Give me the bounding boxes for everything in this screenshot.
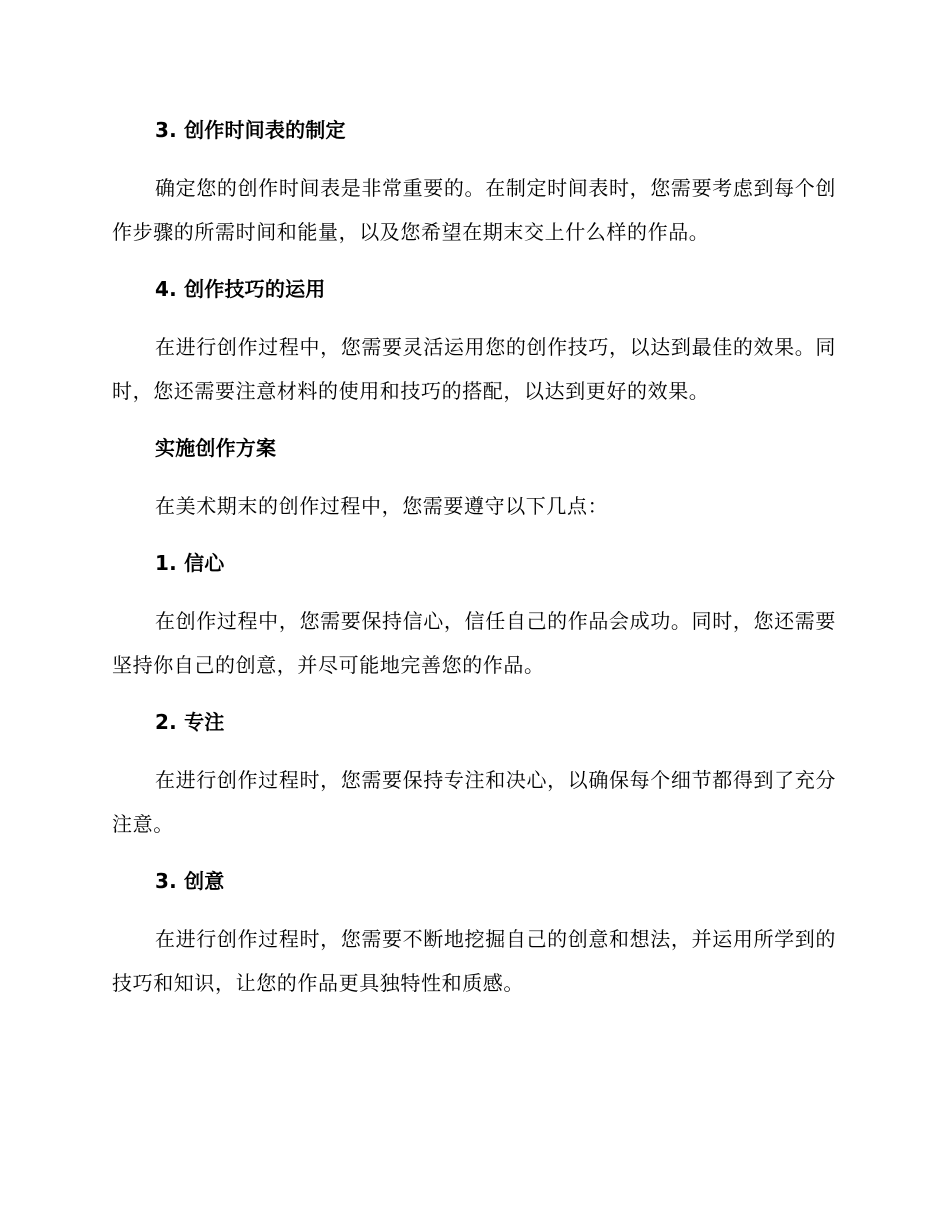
paragraph-creativity: 在进行创作过程时，您需要不断地挖掘自己的创意和想法，并运用所学到的技巧和知识，让您的作品更具独特性和质感。	[112, 927, 836, 995]
section-heading-focus: 2. 专注	[155, 710, 225, 734]
paragraph-schedule: 确定您的创作时间表是非常重要的。在制定时间表时，您需要考虑到每个创作步骤的所需时间和能量，以及您希望在期末交上什么样的作品。	[112, 176, 836, 244]
paragraph-confidence: 在创作过程中，您需要保持信心，信任自己的作品会成功。同时，您还需要坚持你自己的创意，并尽可能地完善您的作品。	[112, 609, 836, 677]
paragraph-technique: 在进行创作过程中，您需要灵活运用您的创作技巧，以达到最佳的效果。同时，您还需要注意材料的使用和技巧的搭配，以达到更好的效果。	[112, 335, 836, 403]
section-heading-creativity: 3. 创意	[155, 869, 225, 893]
section-heading-implement: 实施创作方案	[155, 436, 277, 460]
section-heading-schedule: 3. 创作时间表的制定	[155, 118, 346, 142]
section-heading-technique: 4. 创作技巧的运用	[155, 277, 326, 301]
paragraph-implement: 在美术期末的创作过程中，您需要遵守以下几点：	[155, 494, 609, 518]
document-body	[112, 108, 836, 1005]
section-heading-confidence: 1. 信心	[155, 551, 225, 575]
paragraph-focus: 在进行创作过程时，您需要保持专注和决心，以确保每个细节都得到了充分注意。	[112, 768, 836, 836]
